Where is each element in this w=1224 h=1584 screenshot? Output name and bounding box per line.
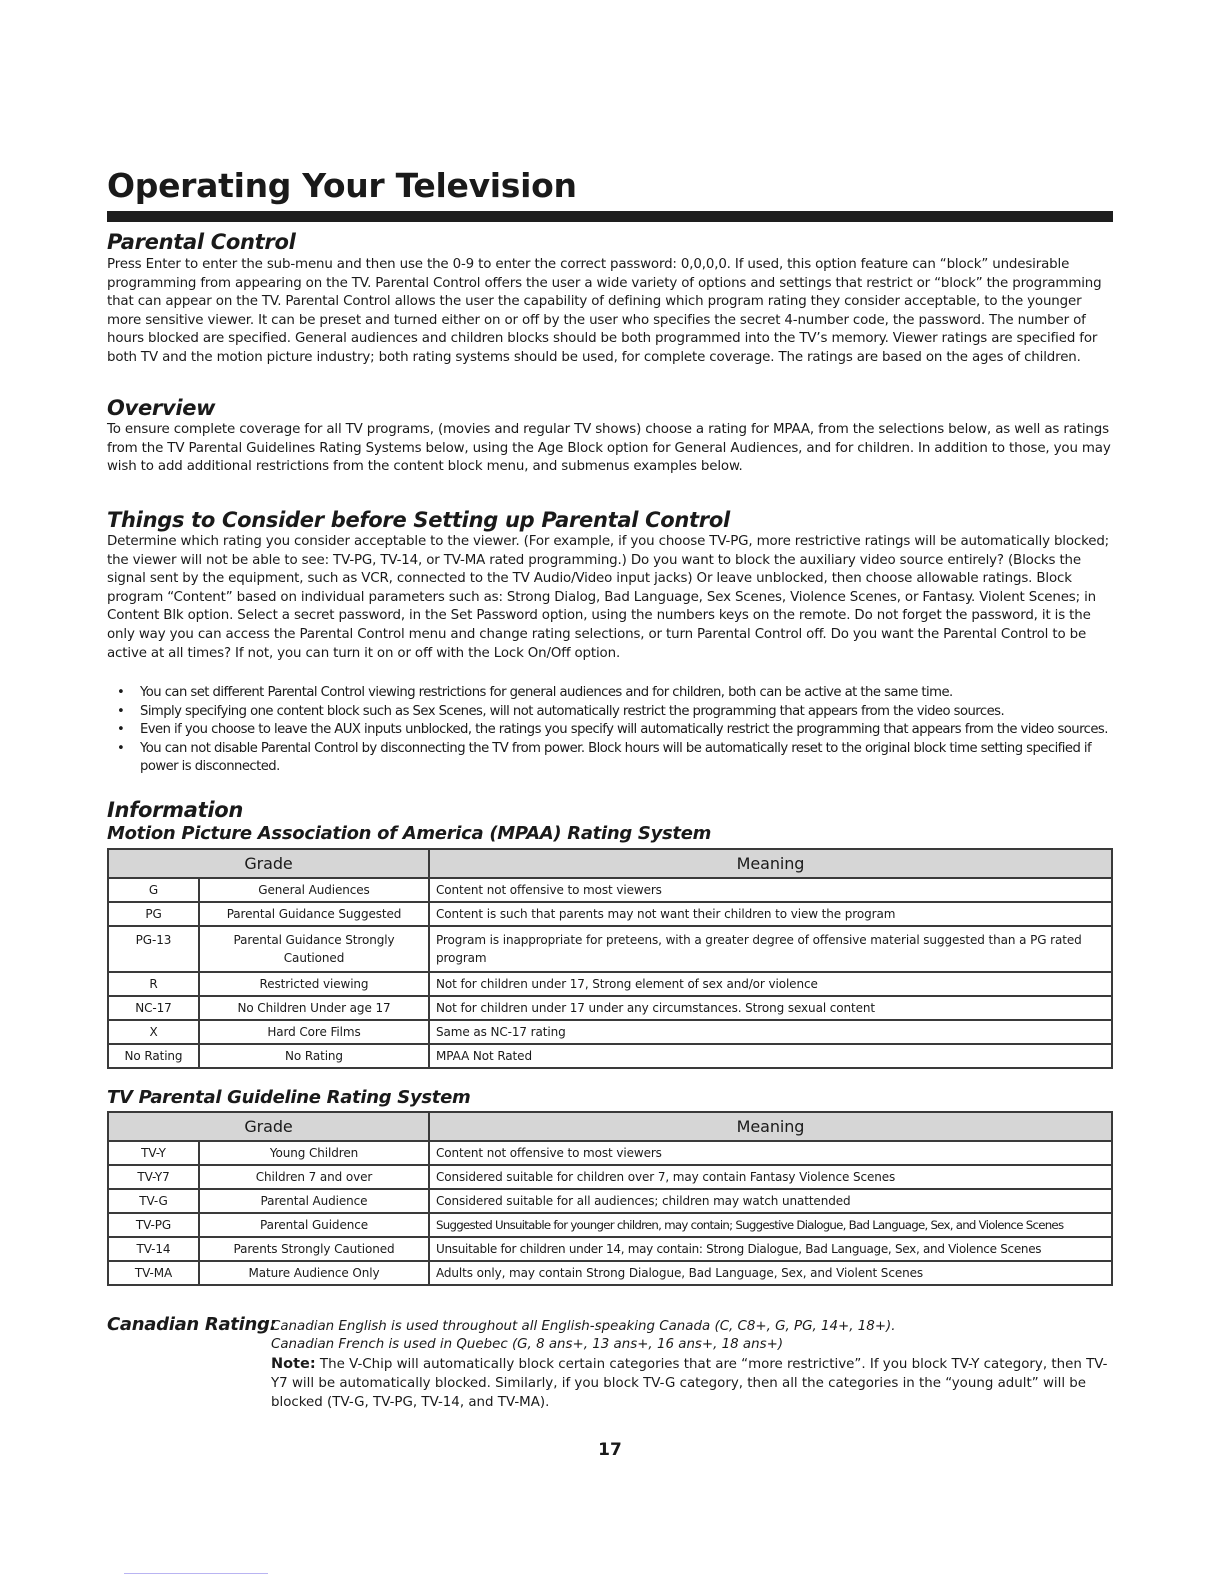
overview-body: To ensure complete coverage for all TV programs, (movies and regular TV shows) choose a rating for MPAA, from the selections below, as well as ratings from the TV Parental Guidelines Rating Systems below, using the Age Block option for General Audiences, and for children. In addition to those, you may wish to add additional restrictions from the content block menu, and submenus examples below. xyxy=(107,422,1111,475)
grade-header: Grade xyxy=(108,1112,429,1141)
meaning-header: Meaning xyxy=(429,849,1112,878)
rating-code: TV-G xyxy=(108,1189,199,1213)
rating-code: G xyxy=(108,878,199,902)
parental-control-body: Press Enter to enter the sub-menu and then use the 0-9 to enter the correct password: 0,0,0,0. If used, this option feature can “block” undesirable programming from appearing on the TV. Parental Control offers the user a wide variety of options and settings that restrict or “block” the programming that can appear on the TV. Parental Control allows the user the capability of defining which program rating they consider acceptable, to the younger more sensitive viewer. It can be preset and turned either on or off by the user who specifies the secret 4-number code, the password. The number of hours blocked are specified. General audiences and children blocks should be both programmed into the TV’s memory. Viewer ratings are specified for both TV and the motion picture industry; both rating systems should be used, for complete coverage. The ratings are based on the ages of children. xyxy=(107,257,1102,365)
table-row xyxy=(108,926,1112,972)
meaning-header: Meaning xyxy=(429,1112,1112,1141)
rating-code: PG xyxy=(108,902,199,926)
rating-name: Children 7 and over xyxy=(199,1165,429,1189)
list-item xyxy=(107,740,1113,777)
rating-meaning: Adults only, may contain Strong Dialogue, Bad Language, Sex, and Violent Scenes xyxy=(429,1261,1112,1285)
heading-parental-control: Parental Control xyxy=(107,230,296,254)
table-header-row xyxy=(108,1112,1112,1141)
rating-code: No Rating xyxy=(108,1044,199,1068)
rating-name: Parental Guidance Suggested xyxy=(199,902,429,926)
rating-code: NC-17 xyxy=(108,996,199,1020)
rating-name: Hard Core Films xyxy=(199,1020,429,1044)
page-title: Operating Your Television xyxy=(107,166,577,205)
list-item xyxy=(107,721,1113,740)
page-number: 17 xyxy=(598,1440,622,1460)
rating-name: Mature Audience Only xyxy=(199,1261,429,1285)
rating-meaning: MPAA Not Rated xyxy=(429,1044,1112,1068)
rating-code: TV-Y7 xyxy=(108,1165,199,1189)
canadian-french-text: Canadian French is used in Quebec (G, 8 ans+, 13 ans+, 16 ans+, 18 ans+) xyxy=(271,1337,784,1352)
table-row xyxy=(108,1189,1112,1213)
heading-information: Information xyxy=(107,798,244,822)
rating-code: TV-14 xyxy=(108,1237,199,1261)
table-row xyxy=(108,1044,1112,1068)
rating-name: Parental Guidence xyxy=(199,1213,429,1237)
rating-code: PG-13 xyxy=(108,926,199,972)
rating-meaning: Program is inappropriate for preteens, with a greater degree of offensive material suggested than a PG rated program xyxy=(429,926,1112,972)
mpaa-table-caption: Motion Picture Association of America (MPAA) Rating System xyxy=(107,823,712,844)
list-item-text: You can set different Parental Control viewing restrictions for general audiences and for children, both can be active at the same time. xyxy=(140,685,953,700)
table-row xyxy=(108,972,1112,996)
grade-header: Grade xyxy=(108,849,429,878)
rating-code: TV-MA xyxy=(108,1261,199,1285)
bullet-icon: • xyxy=(117,722,125,738)
table-row xyxy=(108,996,1112,1020)
mpaa-rating-table xyxy=(107,848,1113,1069)
table-header-row xyxy=(108,849,1112,878)
rating-code: X xyxy=(108,1020,199,1044)
rating-name: Parental Guidance Strongly Cautioned xyxy=(199,926,429,972)
list-item xyxy=(107,703,1113,722)
considerations-list xyxy=(107,684,1113,777)
table-row xyxy=(108,1213,1112,1237)
rating-meaning: Not for children under 17, Strong element of sex and/or violence xyxy=(429,972,1112,996)
tv-table-caption: TV Parental Guideline Rating System xyxy=(107,1087,471,1108)
table-row xyxy=(108,1020,1112,1044)
rating-name: No Children Under age 17 xyxy=(199,996,429,1020)
vchip-note xyxy=(271,1355,1117,1412)
canadian-english-text: Canadian English is used throughout all English-speaking Canada (C, C8+, G, PG, 14+, 18+). xyxy=(271,1319,896,1334)
rating-name: Restricted viewing xyxy=(199,972,429,996)
note-text: The V-Chip will automatically block certain categories that are “more restrictive”. If you block TV-Y category, then TV-Y7 will be automatically blocked. Similarly, if you block TV-G category, then all the categories in the “young adult” will be blocked (TV-G, TV-PG, TV-14, and TV-MA). xyxy=(271,1357,1108,1410)
list-item-text: Simply specifying one content block such as Sex Scenes, will not automatically restrict the programming that appears from the video sources. xyxy=(140,703,1005,719)
things-to-consider-body: Determine which rating you consider acceptable to the viewer. (For example, if you choose TV-PG, more restrictive ratings will be automatically blocked; the viewer will not be able to see: TV-PG, TV-14, or TV-MA rated programming.) Do you want to block the auxiliary video source entirely? (Blocks the signal sent by the equipment, such as VCR, connected to the TV Audio/Video input jacks) Or leave unblocked, then choose allowable ratings. Block program “Content” based on individual parameters such as: Strong Dialog, Bad Language, Sex Scenes, Violence Scenes, or Fantasy. Violent Scenes; in Content Blk option. Select a secret password, in the Set Password option, using the numbers keys on the remote. Do not forget the password, it is the only way you can access the Parental Control menu and change rating selections, or turn Parental Control off. Do you want the Parental Control to be active at all times? If not, you can turn it on or off with the Lock On/Off option. xyxy=(107,534,1110,661)
canadian-rating-label: Canadian Rating: xyxy=(107,1314,277,1335)
rating-name: Parental Audience xyxy=(199,1189,429,1213)
rating-name: Parents Strongly Cautioned xyxy=(199,1237,429,1261)
table-row xyxy=(108,1165,1112,1189)
list-item xyxy=(107,684,1113,703)
table-row xyxy=(108,902,1112,926)
rating-name: General Audiences xyxy=(199,878,429,902)
rating-code: TV-Y xyxy=(108,1141,199,1165)
list-item-text: You can not disable Parental Control by disconnecting the TV from power. Block hours will be automatically reset to the original block time setting specified if power is disconnected. xyxy=(140,740,1092,775)
rating-meaning: Content not offensive to most viewers xyxy=(429,1141,1112,1165)
rating-meaning: Content not offensive to most viewers xyxy=(429,878,1112,902)
heading-things-to-consider: Things to Consider before Setting up Parental Control xyxy=(107,508,730,532)
footer-link-underline xyxy=(124,1573,268,1574)
table-row xyxy=(108,878,1112,902)
note-label: Note: xyxy=(271,1356,316,1372)
bullet-icon: • xyxy=(117,685,125,700)
title-divider xyxy=(107,211,1113,222)
table-row xyxy=(108,1237,1112,1261)
rating-code: R xyxy=(108,972,199,996)
rating-meaning: Same as NC-17 rating xyxy=(429,1020,1112,1044)
heading-overview: Overview xyxy=(107,396,216,420)
list-item-text: Even if you choose to leave the AUX inputs unblocked, the ratings you specify will automatically restrict the programming that appears from the video sources. xyxy=(140,722,1108,738)
rating-meaning: Unsuitable for children under 14, may contain: Strong Dialogue, Bad Language, Sex, and Violence Scenes xyxy=(429,1237,1112,1261)
rating-meaning: Considered suitable for all audiences; children may watch unattended xyxy=(429,1189,1112,1213)
rating-meaning: Content is such that parents may not want their children to view the program xyxy=(429,902,1112,926)
tv-rating-table xyxy=(107,1111,1113,1286)
bullet-icon: • xyxy=(117,740,125,756)
rating-meaning: Considered suitable for children over 7, may contain Fantasy Violence Scenes xyxy=(429,1165,1112,1189)
table-row xyxy=(108,1141,1112,1165)
rating-name: Young Children xyxy=(199,1141,429,1165)
bullet-icon: • xyxy=(117,703,125,719)
rating-meaning: Suggested Unsuitable for younger children, may contain; Suggestive Dialogue, Bad Language, Sex, and Violence Scenes xyxy=(429,1213,1112,1237)
rating-code: TV-PG xyxy=(108,1213,199,1237)
rating-name: No Rating xyxy=(199,1044,429,1068)
rating-meaning: Not for children under 17 under any circumstances. Strong sexual content xyxy=(429,996,1112,1020)
table-row xyxy=(108,1261,1112,1285)
